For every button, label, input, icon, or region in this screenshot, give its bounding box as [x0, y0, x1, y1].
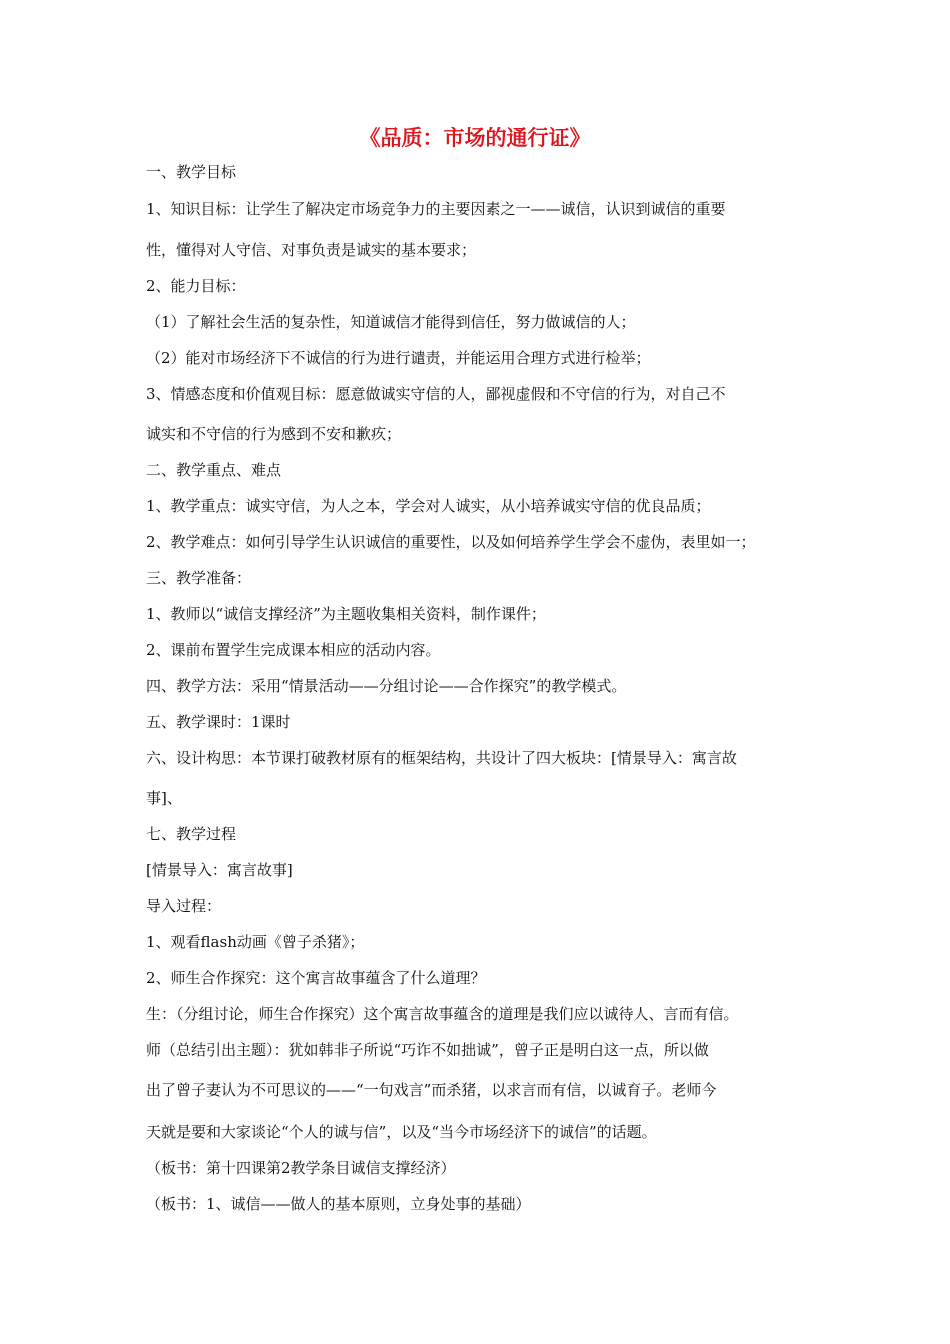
paragraph-line: 2、课前布置学生完成课本相应的活动内容。: [146, 641, 441, 659]
board-note-line: （板书：1、诚信——做人的基本原则，立身处事的基础）: [146, 1195, 531, 1213]
paragraph-line: 2、教学难点：如何引导学生认识诚信的重要性，以及如何培养学生学会不虚伪，表里如一；: [146, 533, 756, 551]
section-heading-key-points: 二、教学重点、难点: [146, 461, 282, 479]
paragraph-line: 生：（分组讨论，师生合作探究）这个寓言故事蕴含的道理是我们应以诚待人、言而有信。: [146, 1005, 739, 1023]
document-title: 《品质：市场的通行证》: [359, 126, 591, 150]
section-heading-design: 六、设计构思：本节课打破教材原有的框架结构，共设计了四大板块：[情景导入：寓言故: [146, 749, 737, 767]
paragraph-line: （2）能对市场经济下不诚信的行为进行谴责，并能运用合理方式进行检举；: [146, 349, 651, 367]
paragraph-line: 1、教学重点：诚实守信，为人之本，学会对人诚实，从小培养诚实守信的优良品质；: [146, 497, 711, 515]
board-note-line: （板书：第十四课第2教学条目诚信支撑经济）: [146, 1159, 456, 1177]
paragraph-line: 出了曾子妻认为不可思议的——“一句戏言”而杀猪，以求言而有信，以诚育子。老师今: [146, 1081, 717, 1099]
paragraph-line: 天就是要和大家谈论“个人的诚与信”，以及“当今市场经济下的诚信”的话题。: [146, 1123, 657, 1141]
section-heading-method: 四、教学方法：采用“情景活动——分组讨论——合作探究”的教学模式。: [146, 677, 627, 695]
paragraph-line: 1、教师以“诚信支撑经济”为主题收集相关资料，制作课件；: [146, 605, 546, 623]
paragraph-line: 1、观看flash动画《曾子杀猪》；: [146, 933, 365, 951]
paragraph-line: 2、师生合作探究：这个寓言故事蕴含了什么道理？: [146, 969, 486, 987]
paragraph-line: 师（总结引出主题）：犹如韩非子所说“巧诈不如拙诚”，曾子正是明白这一点，所以做: [146, 1041, 709, 1059]
paragraph-line: 1、知识目标：让学生了解决定市场竞争力的主要因素之一——诚信，认识到诚信的重要: [146, 200, 726, 218]
paragraph-line: 诚实和不守信的行为感到不安和歉疚；: [146, 425, 402, 443]
paragraph-line: 3、情感态度和价值观目标：愿意做诚实守信的人，鄙视虚假和不守信的行为，对自己不: [146, 385, 726, 403]
section-heading-objectives: 一、教学目标: [146, 163, 237, 181]
paragraph-line: 性，懂得对人守信、对事负责是诚实的基本要求；: [146, 241, 477, 259]
section-heading-preparation: 三、教学准备：: [146, 569, 252, 587]
section-heading-hours: 五、教学课时：1课时: [146, 713, 291, 731]
paragraph-line: 导入过程：: [146, 897, 222, 915]
paragraph-line: （1）了解社会生活的复杂性，知道诚信才能得到信任，努力做诚信的人；: [146, 313, 636, 331]
section-heading-process: 七、教学过程: [146, 825, 237, 843]
paragraph-line: 事]、: [146, 789, 182, 807]
paragraph-line: [情景导入：寓言故事]: [146, 861, 293, 879]
paragraph-line: 2、能力目标：: [146, 277, 246, 295]
